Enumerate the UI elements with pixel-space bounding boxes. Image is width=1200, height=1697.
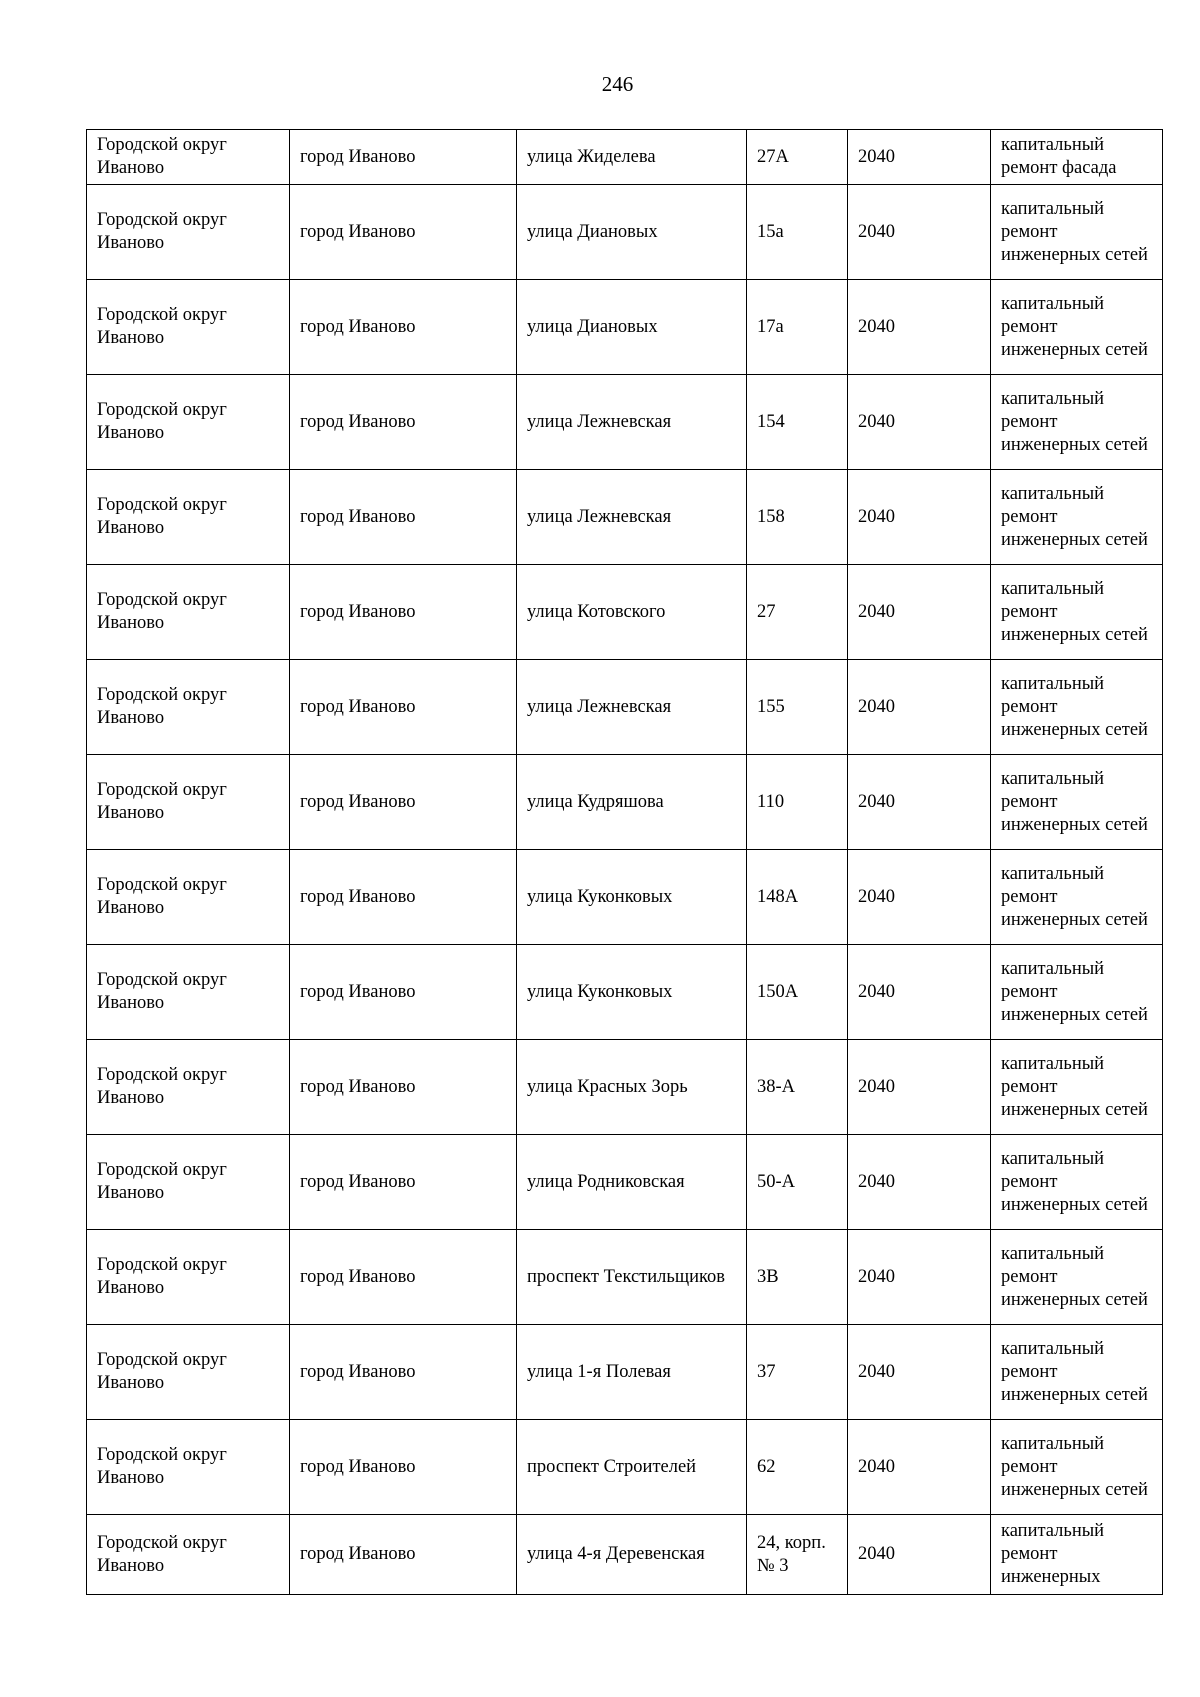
year-cell: 2040	[848, 1420, 991, 1515]
settlement-cell: город Иваново	[290, 185, 517, 280]
table-row	[87, 755, 1163, 850]
table-row	[87, 470, 1163, 565]
street-cell: улица 4-я Деревенская	[517, 1515, 747, 1595]
table-row	[87, 280, 1163, 375]
municipality-cell: Городской округ Иваново	[87, 1420, 290, 1515]
house-number-cell: 3В	[747, 1230, 848, 1325]
street-cell: улица Лежневская	[517, 470, 747, 565]
settlement-cell: город Иваново	[290, 130, 517, 185]
year-cell: 2040	[848, 660, 991, 755]
municipality-cell: Городской округ Иваново	[87, 850, 290, 945]
municipality-cell: Городской округ Иваново	[87, 1135, 290, 1230]
work-type-cell: капитальный ремонт инженерных сетей	[991, 1230, 1163, 1325]
house-number-cell: 50-А	[747, 1135, 848, 1230]
table-row	[87, 1135, 1163, 1230]
street-cell: улица Родниковская	[517, 1135, 747, 1230]
table-row	[87, 130, 1163, 185]
street-cell: улица Диановых	[517, 185, 747, 280]
municipality-cell: Городской округ Иваново	[87, 565, 290, 660]
municipality-cell: Городской округ Иваново	[87, 1515, 290, 1595]
table-row	[87, 375, 1163, 470]
table-row	[87, 1420, 1163, 1515]
street-cell: улица Жиделева	[517, 130, 747, 185]
street-cell: улица Котовского	[517, 565, 747, 660]
year-cell: 2040	[848, 130, 991, 185]
house-number-cell: 17а	[747, 280, 848, 375]
work-type-cell: капитальный ремонт инженерных сетей	[991, 850, 1163, 945]
year-cell: 2040	[848, 1040, 991, 1135]
table-row	[87, 185, 1163, 280]
house-number-cell: 155	[747, 660, 848, 755]
municipality-cell: Городской округ Иваново	[87, 185, 290, 280]
settlement-cell: город Иваново	[290, 1325, 517, 1420]
year-cell: 2040	[848, 1135, 991, 1230]
house-number-cell: 27	[747, 565, 848, 660]
work-type-cell: капитальный ремонт инженерных сетей	[991, 280, 1163, 375]
street-cell: улица Красных Зорь	[517, 1040, 747, 1135]
municipality-cell: Городской округ Иваново	[87, 1230, 290, 1325]
street-cell: проспект Строителей	[517, 1420, 747, 1515]
settlement-cell: город Иваново	[290, 470, 517, 565]
street-cell: улица Лежневская	[517, 660, 747, 755]
table-row	[87, 1230, 1163, 1325]
settlement-cell: город Иваново	[290, 375, 517, 470]
table-row	[87, 850, 1163, 945]
municipality-cell: Городской округ Иваново	[87, 470, 290, 565]
work-type-cell: капитальный ремонт инженерных сетей	[991, 375, 1163, 470]
year-cell: 2040	[848, 185, 991, 280]
street-cell: улица 1-я Полевая	[517, 1325, 747, 1420]
settlement-cell: город Иваново	[290, 850, 517, 945]
street-cell: улица Куконковых	[517, 850, 747, 945]
municipality-cell: Городской округ Иваново	[87, 1040, 290, 1135]
municipality-cell: Городской округ Иваново	[87, 755, 290, 850]
settlement-cell: город Иваново	[290, 945, 517, 1040]
house-number-cell: 150А	[747, 945, 848, 1040]
work-type-cell: капитальный ремонт инженерных сетей	[991, 1135, 1163, 1230]
year-cell: 2040	[848, 755, 991, 850]
table-row	[87, 565, 1163, 660]
year-cell: 2040	[848, 1230, 991, 1325]
house-number-cell: 24, корп. № 3	[747, 1515, 848, 1595]
house-number-cell: 62	[747, 1420, 848, 1515]
work-type-cell: капитальный ремонт инженерных сетей	[991, 185, 1163, 280]
year-cell: 2040	[848, 1325, 991, 1420]
table-row	[87, 1040, 1163, 1135]
settlement-cell: город Иваново	[290, 755, 517, 850]
work-type-cell: капитальный ремонт инженерных сетей	[991, 1040, 1163, 1135]
house-number-cell: 154	[747, 375, 848, 470]
work-type-cell: капитальный ремонт инженерных сетей	[991, 470, 1163, 565]
municipality-cell: Городской округ Иваново	[87, 280, 290, 375]
municipality-cell: Городской округ Иваново	[87, 945, 290, 1040]
settlement-cell: город Иваново	[290, 280, 517, 375]
work-type-cell: капитальный ремонт инженерных сетей	[991, 945, 1163, 1040]
settlement-cell: город Иваново	[290, 660, 517, 755]
table-row	[87, 660, 1163, 755]
year-cell: 2040	[848, 280, 991, 375]
table-row	[87, 945, 1163, 1040]
house-number-cell: 38-А	[747, 1040, 848, 1135]
municipality-cell: Городской округ Иваново	[87, 130, 290, 185]
street-cell: улица Куконковых	[517, 945, 747, 1040]
street-cell: улица Лежневская	[517, 375, 747, 470]
street-cell: проспект Текстильщиков	[517, 1230, 747, 1325]
work-type-cell: капитальный ремонт инженерных сетей	[991, 1325, 1163, 1420]
work-type-cell: капитальный ремонт инженерных сетей	[991, 1420, 1163, 1515]
settlement-cell: город Иваново	[290, 1420, 517, 1515]
work-type-cell: капитальный ремонт инженерных	[991, 1515, 1163, 1595]
work-type-cell: капитальный ремонт фасада	[991, 130, 1163, 185]
settlement-cell: город Иваново	[290, 1040, 517, 1135]
year-cell: 2040	[848, 1515, 991, 1595]
work-type-cell: капитальный ремонт инженерных сетей	[991, 660, 1163, 755]
year-cell: 2040	[848, 945, 991, 1040]
settlement-cell: город Иваново	[290, 1230, 517, 1325]
page-number: 246	[601, 72, 634, 96]
table-body	[87, 130, 1163, 1595]
year-cell: 2040	[848, 470, 991, 565]
work-type-cell: капитальный ремонт инженерных сетей	[991, 755, 1163, 850]
house-number-cell: 27А	[747, 130, 848, 185]
municipality-cell: Городской округ Иваново	[87, 660, 290, 755]
year-cell: 2040	[848, 375, 991, 470]
settlement-cell: город Иваново	[290, 565, 517, 660]
street-cell: улица Кудряшова	[517, 755, 747, 850]
house-number-cell: 15а	[747, 185, 848, 280]
settlement-cell: город Иваново	[290, 1515, 517, 1595]
table-row	[87, 1515, 1163, 1595]
municipality-cell: Городской округ Иваново	[87, 1325, 290, 1420]
municipality-cell: Городской округ Иваново	[87, 375, 290, 470]
table-row	[87, 1325, 1163, 1420]
house-number-cell: 37	[747, 1325, 848, 1420]
work-type-cell: капитальный ремонт инженерных сетей	[991, 565, 1163, 660]
house-number-cell: 158	[747, 470, 848, 565]
house-number-cell: 110	[747, 755, 848, 850]
settlement-cell: город Иваново	[290, 1135, 517, 1230]
housing-repair-table	[86, 129, 1163, 1595]
year-cell: 2040	[848, 850, 991, 945]
street-cell: улица Диановых	[517, 280, 747, 375]
house-number-cell: 148А	[747, 850, 848, 945]
year-cell: 2040	[848, 565, 991, 660]
